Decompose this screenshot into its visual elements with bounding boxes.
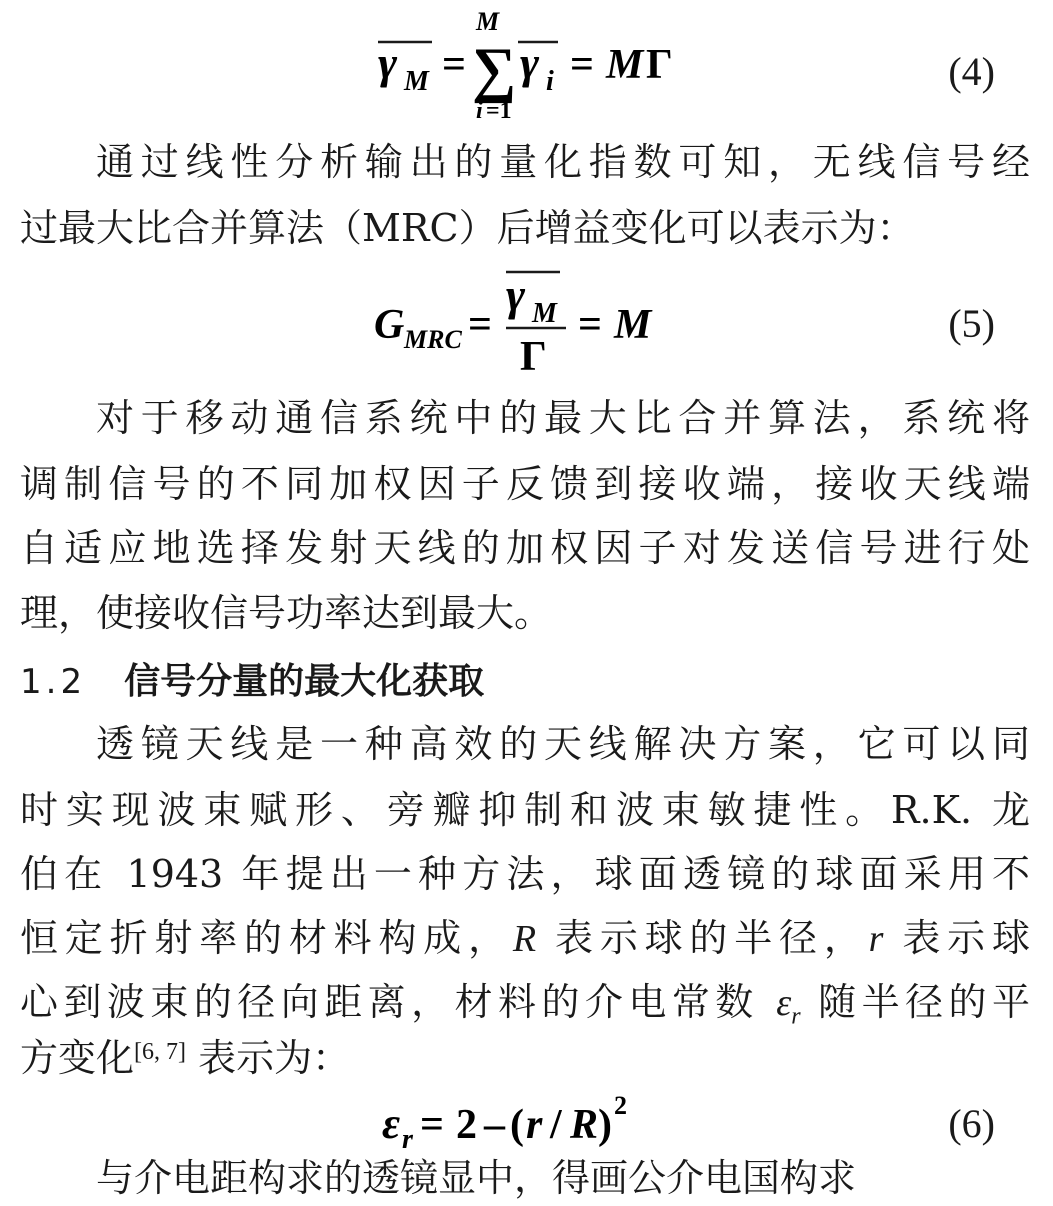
text-run: 随半径的平 [800,980,1030,1024]
paragraph-line: 透镜天线是一种高效的天线解决方案，它可以同 [96,722,1030,766]
paragraph-line [20,910,1030,966]
svg-text:γ: γ [506,269,526,320]
paragraph-line: 调制信号的不同加权因子反馈到接收端，接收天线端 [20,462,1030,506]
svg-text:=1: =1 [486,98,512,124]
paragraph-line: 通过线性分析输出的量化指数可知，无线信号经 [96,140,1030,184]
paragraph-line [20,974,1030,1030]
svg-text:i: i [476,98,483,124]
paragraph-line: 理，使接收信号功率达到最大。 [20,591,553,635]
svg-text:G: G [374,302,405,348]
math-symbol-epsilon: ε [776,982,792,1024]
equation-number: (4) [948,49,995,94]
text-run: 心到波束的径向距离，材料的介电常数 [20,980,777,1024]
svg-text:i: i [546,66,554,97]
svg-text:2: 2 [614,1091,627,1120]
paragraph-line [20,1030,1030,1086]
text-run: 表示球 [883,916,1030,960]
citation-reference: [6, 7] [134,1039,186,1065]
paragraph-line: 过最大比合并算法（MRC）后增益变化可以表示为： [20,206,915,250]
svg-text:=: = [442,42,466,88]
math-symbol-R: R [512,918,537,960]
svg-text:r: r [526,1102,543,1148]
svg-text:M: M [614,302,652,348]
text-run: 恒定折射率的材料构成， [20,916,513,960]
text-run: 表示为： [186,1036,351,1080]
text-run: 方变化 [20,1036,135,1080]
svg-text:): ) [598,1102,612,1148]
svg-text:=: = [570,42,594,88]
section-heading [20,652,484,708]
svg-text:=: = [468,302,492,348]
text-run: 表示球的半径， [536,916,869,960]
paragraph-line-cutoff: 与介电距构求的透镜显中，得画公介电国构求 [96,1156,857,1200]
math-symbol-r: r [868,918,884,960]
paragraph-line: 伯在 1943 年提出一种方法，球面透镜的球面采用不 [20,852,1030,896]
equation-5 [0,262,1053,382]
svg-text:=: = [578,302,602,348]
section-number: 1.2 [20,662,87,702]
equation-number: (5) [948,301,995,346]
svg-text:r: r [402,1124,413,1152]
svg-text:Γ: Γ [646,42,673,88]
equation-6 [0,1086,1053,1152]
svg-text:=: = [420,1102,444,1148]
paragraph-line: 自适应地选择发射天线的加权因子对发送信号进行处 [20,526,1030,570]
svg-text:∑: ∑ [472,36,517,104]
svg-text:γ: γ [378,37,398,88]
svg-text:Γ: Γ [520,334,547,380]
svg-text:–: – [484,1102,505,1148]
svg-text:M: M [476,7,500,36]
svg-text:M: M [606,42,644,88]
svg-text:2: 2 [456,1102,477,1148]
svg-text:M: M [404,66,429,97]
svg-text:γ: γ [520,37,540,88]
svg-text:M: M [532,298,557,329]
svg-text:/: / [550,1102,562,1148]
paragraph-line: 时实现波束赋形、旁瓣抑制和波束敏捷性。R.K. 龙 [20,788,1030,832]
section-title: 信号分量的最大化获取 [124,661,485,702]
svg-text:ε: ε [382,1099,401,1148]
math-subscript: r [791,1003,801,1030]
svg-text:(: ( [510,1102,524,1148]
equation-4 [0,0,1053,125]
paragraph-line: 对于移动通信系统中的最大比合并算法，系统将 [96,396,1030,440]
equation-number: (6) [948,1101,995,1146]
svg-text:R: R [570,1102,599,1148]
svg-text:MRC: MRC [404,325,462,354]
